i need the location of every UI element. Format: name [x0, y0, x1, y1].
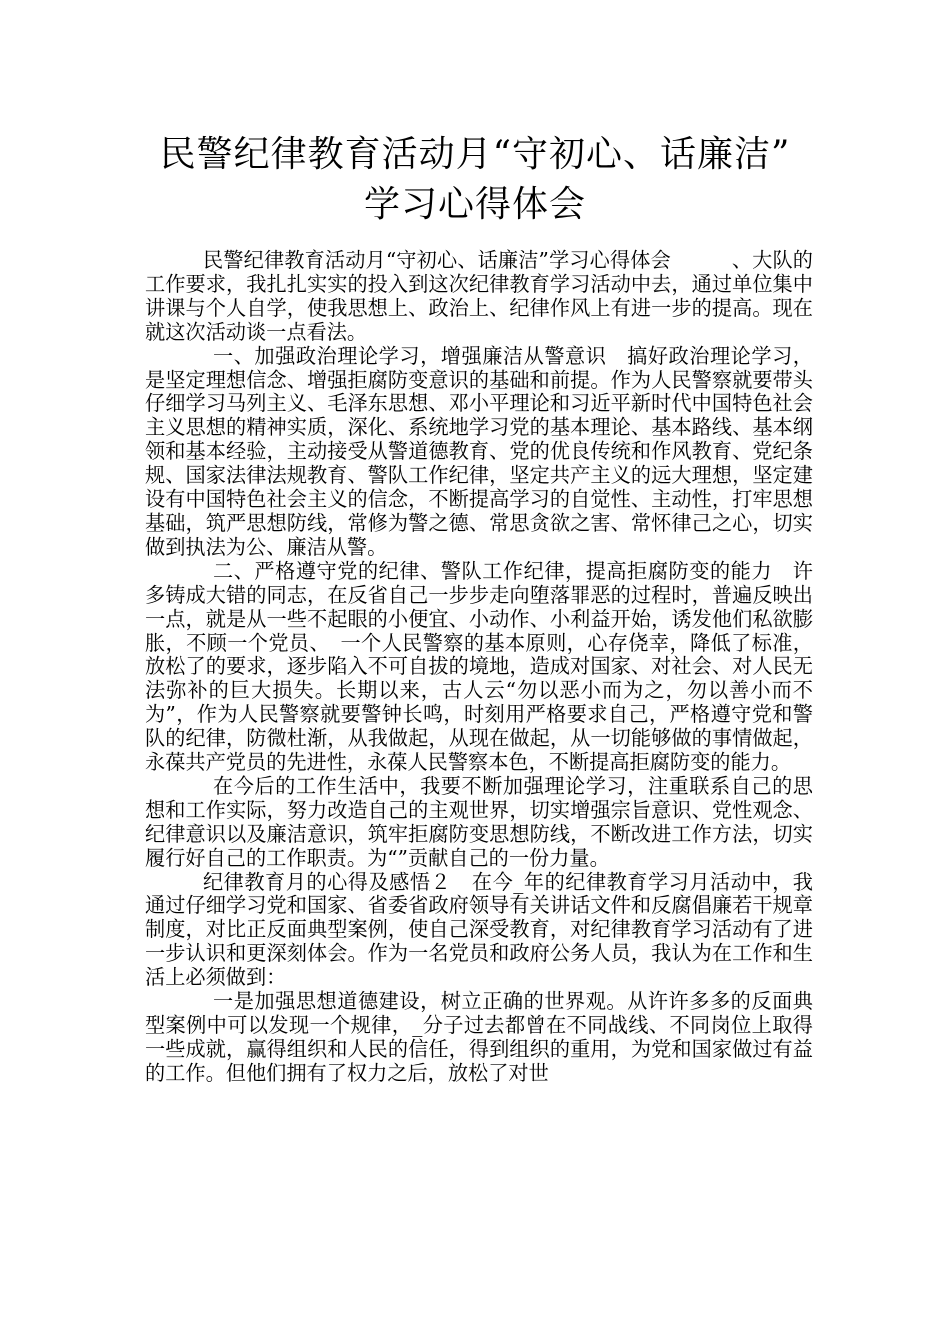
- document-title-line-1: 民警纪律教育活动月“守初心、话廉洁”: [159, 134, 791, 175]
- paragraph-section-1: 一、加强政治理论学习，增强廉洁从警意识 搞好政治理论学习，是坚定理想信念、增强拒腐防变意识的基础和前提。作为人民警察就要带头仔细学习马列主义、毛泽东思想、邓小平理论和习近平新时代中国特色社会主义思想的精神实质，深化、系统地学习党的基本理论、基本路线、基本纲领和基本经验，主动接受从警道德教育、党的优良传统和作风教育、党纪条规、国家法律法规教育、警队工作纪律，坚定共产主义的远大理想，坚定建设有中国特色社会主义的信念，不断提高学习的自觉性、主动性，打牢思想基础，筑严思想防线，常修为警之德、常思贪欲之害、常怀律己之心，切实做到执法为公、廉洁从警。: [145, 343, 813, 559]
- paragraph-second-essay-point-1: 一是加强思想道德建设，树立正确的世界观。从许许多多的反面典型案例中可以发现一个规律，_分子过去都曾在不同战线、不同岗位上取得一些成就，赢得组织和人民的信任，得到组织的重用，为党和国家做过有益的工作。但他们拥有了权力之后，放松了对世: [145, 989, 813, 1085]
- paragraph-intro: 民警纪律教育活动月“守初心、话廉洁”学习心得体会 、大队的工作要求，我扎扎实实的投入到这次纪律教育学习活动中去，通过单位集中讲课与个人自学，使我思想上、政治上、纪律作风上有进一步的提高。现在就这次活动谈一点看法。: [145, 248, 813, 344]
- paragraph-second-essay-intro: 纪律教育月的心得及感悟２ 在今_年的纪律教育学习月活动中，我通过仔细学习党和国家、省委省政府领导有关讲话文件和反腐倡廉若干规章制度，对比正反面典型案例，使自己深受教育，对纪律教育学习活动有了进一步认识和更深刻体会。作为一名党员和政府公务人员，我认为在工作和生活上必须做到：: [145, 869, 813, 990]
- document-body: [145, 249, 813, 1086]
- document-title-line-2: 学习心得体会: [363, 184, 586, 225]
- paragraph-conclusion: 在今后的工作生活中，我要不断加强理论学习，注重联系自己的思想和工作实际，努力改造自己的主观世界，切实增强宗旨意识、党性观念、纪律意识以及廉洁意识，筑牢拒腐防变思想防线，不断改进工作方法，切实履行好自己的工作职责。为“”贡献自己的一份力量。: [145, 773, 813, 870]
- paragraph-section-2: 二、严格遵守党的纪律、警队工作纪律，提高拒腐防变的能力 许多铸成大错的同志，在反省自己一步步走向堕落罪恶的过程时，普遍反映出一点，就是从一些不起眼的小便宜、小动作、小利益开始，诱发他们私欲膨胀，不顾一个党员、 一个人民警察的基本原则，心存侥幸，降低了标准，放松了的要求，逐步陷入不可自拔的境地，造成对国家、对社会、对人民无法弥补的巨大损失。长期以来，古人云“勿以恶小而为之，勿以善小而不为”，作为人民警察就要警钟长鸣，时刻用严格要求自己，严格遵守党和警队的纪律，防微杜渐，从我做起，从现在做起，从一切能够做的事情做起，永葆共产党员的先进性，永葆人民警察本色，不断提高拒腐防变的能力。: [145, 558, 813, 775]
